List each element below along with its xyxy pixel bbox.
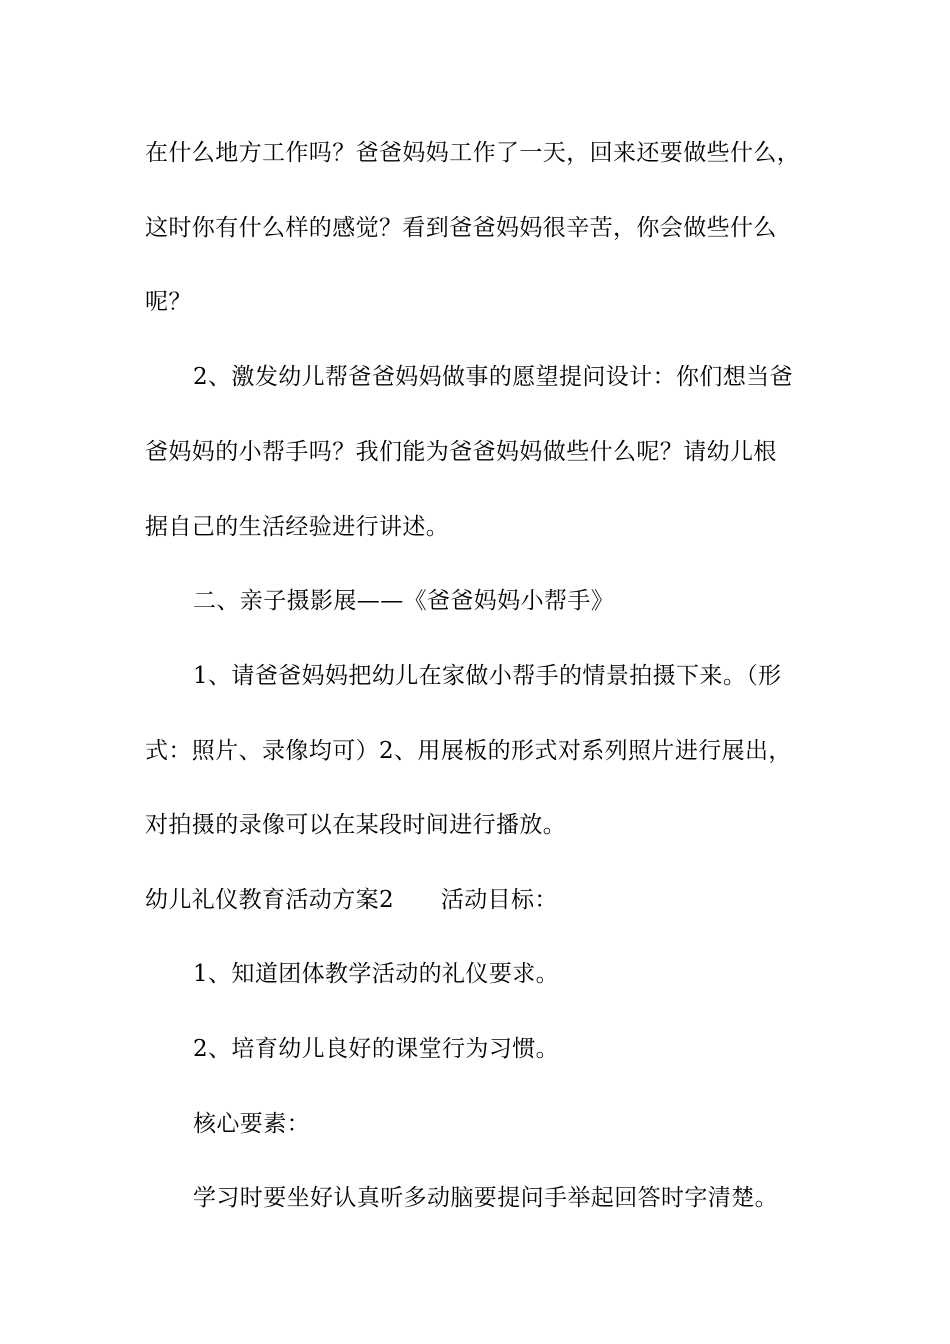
text-line: 爸妈妈的小帮手吗？我们能为爸爸妈妈做些什么呢？请幼儿根: [145, 439, 777, 465]
section-heading: 二、亲子摄影展——《爸爸妈妈小帮手》: [193, 588, 615, 614]
text-line: 2、激发幼儿帮爸爸妈妈做事的愿望提问设计：你们想当爸: [193, 364, 794, 390]
text-line: 2、培育幼儿良好的课堂行为习惯。: [193, 1036, 560, 1062]
plan-title: 幼儿礼仪教育活动方案2 活动目标：: [145, 887, 558, 913]
text-line: 在什么地方工作吗？爸爸妈妈工作了一天，回来还要做些什么，: [145, 140, 801, 166]
text-line: 对拍摄的录像可以在某段时间进行播放。: [145, 812, 567, 838]
text-line: 据自己的生活经验进行讲述。: [145, 514, 450, 540]
text-line: 呢？: [145, 289, 192, 315]
text-line: 学习时要坐好认真听多动脑要提问手举起回答时字清楚。: [193, 1185, 778, 1211]
text-line: 1、请爸爸妈妈把幼儿在家做小帮手的情景拍摄下来。（形: [193, 663, 782, 689]
text-line: 1、知道团体教学活动的礼仪要求。: [193, 961, 560, 987]
text-line: 这时你有什么样的感觉？看到爸爸妈妈很辛苦，你会做些什么: [145, 215, 777, 241]
text-line: 式：照片、录像均可）2、用展板的形式对系列照片进行展出，: [145, 738, 792, 764]
subheading: 核心要素：: [193, 1111, 310, 1137]
